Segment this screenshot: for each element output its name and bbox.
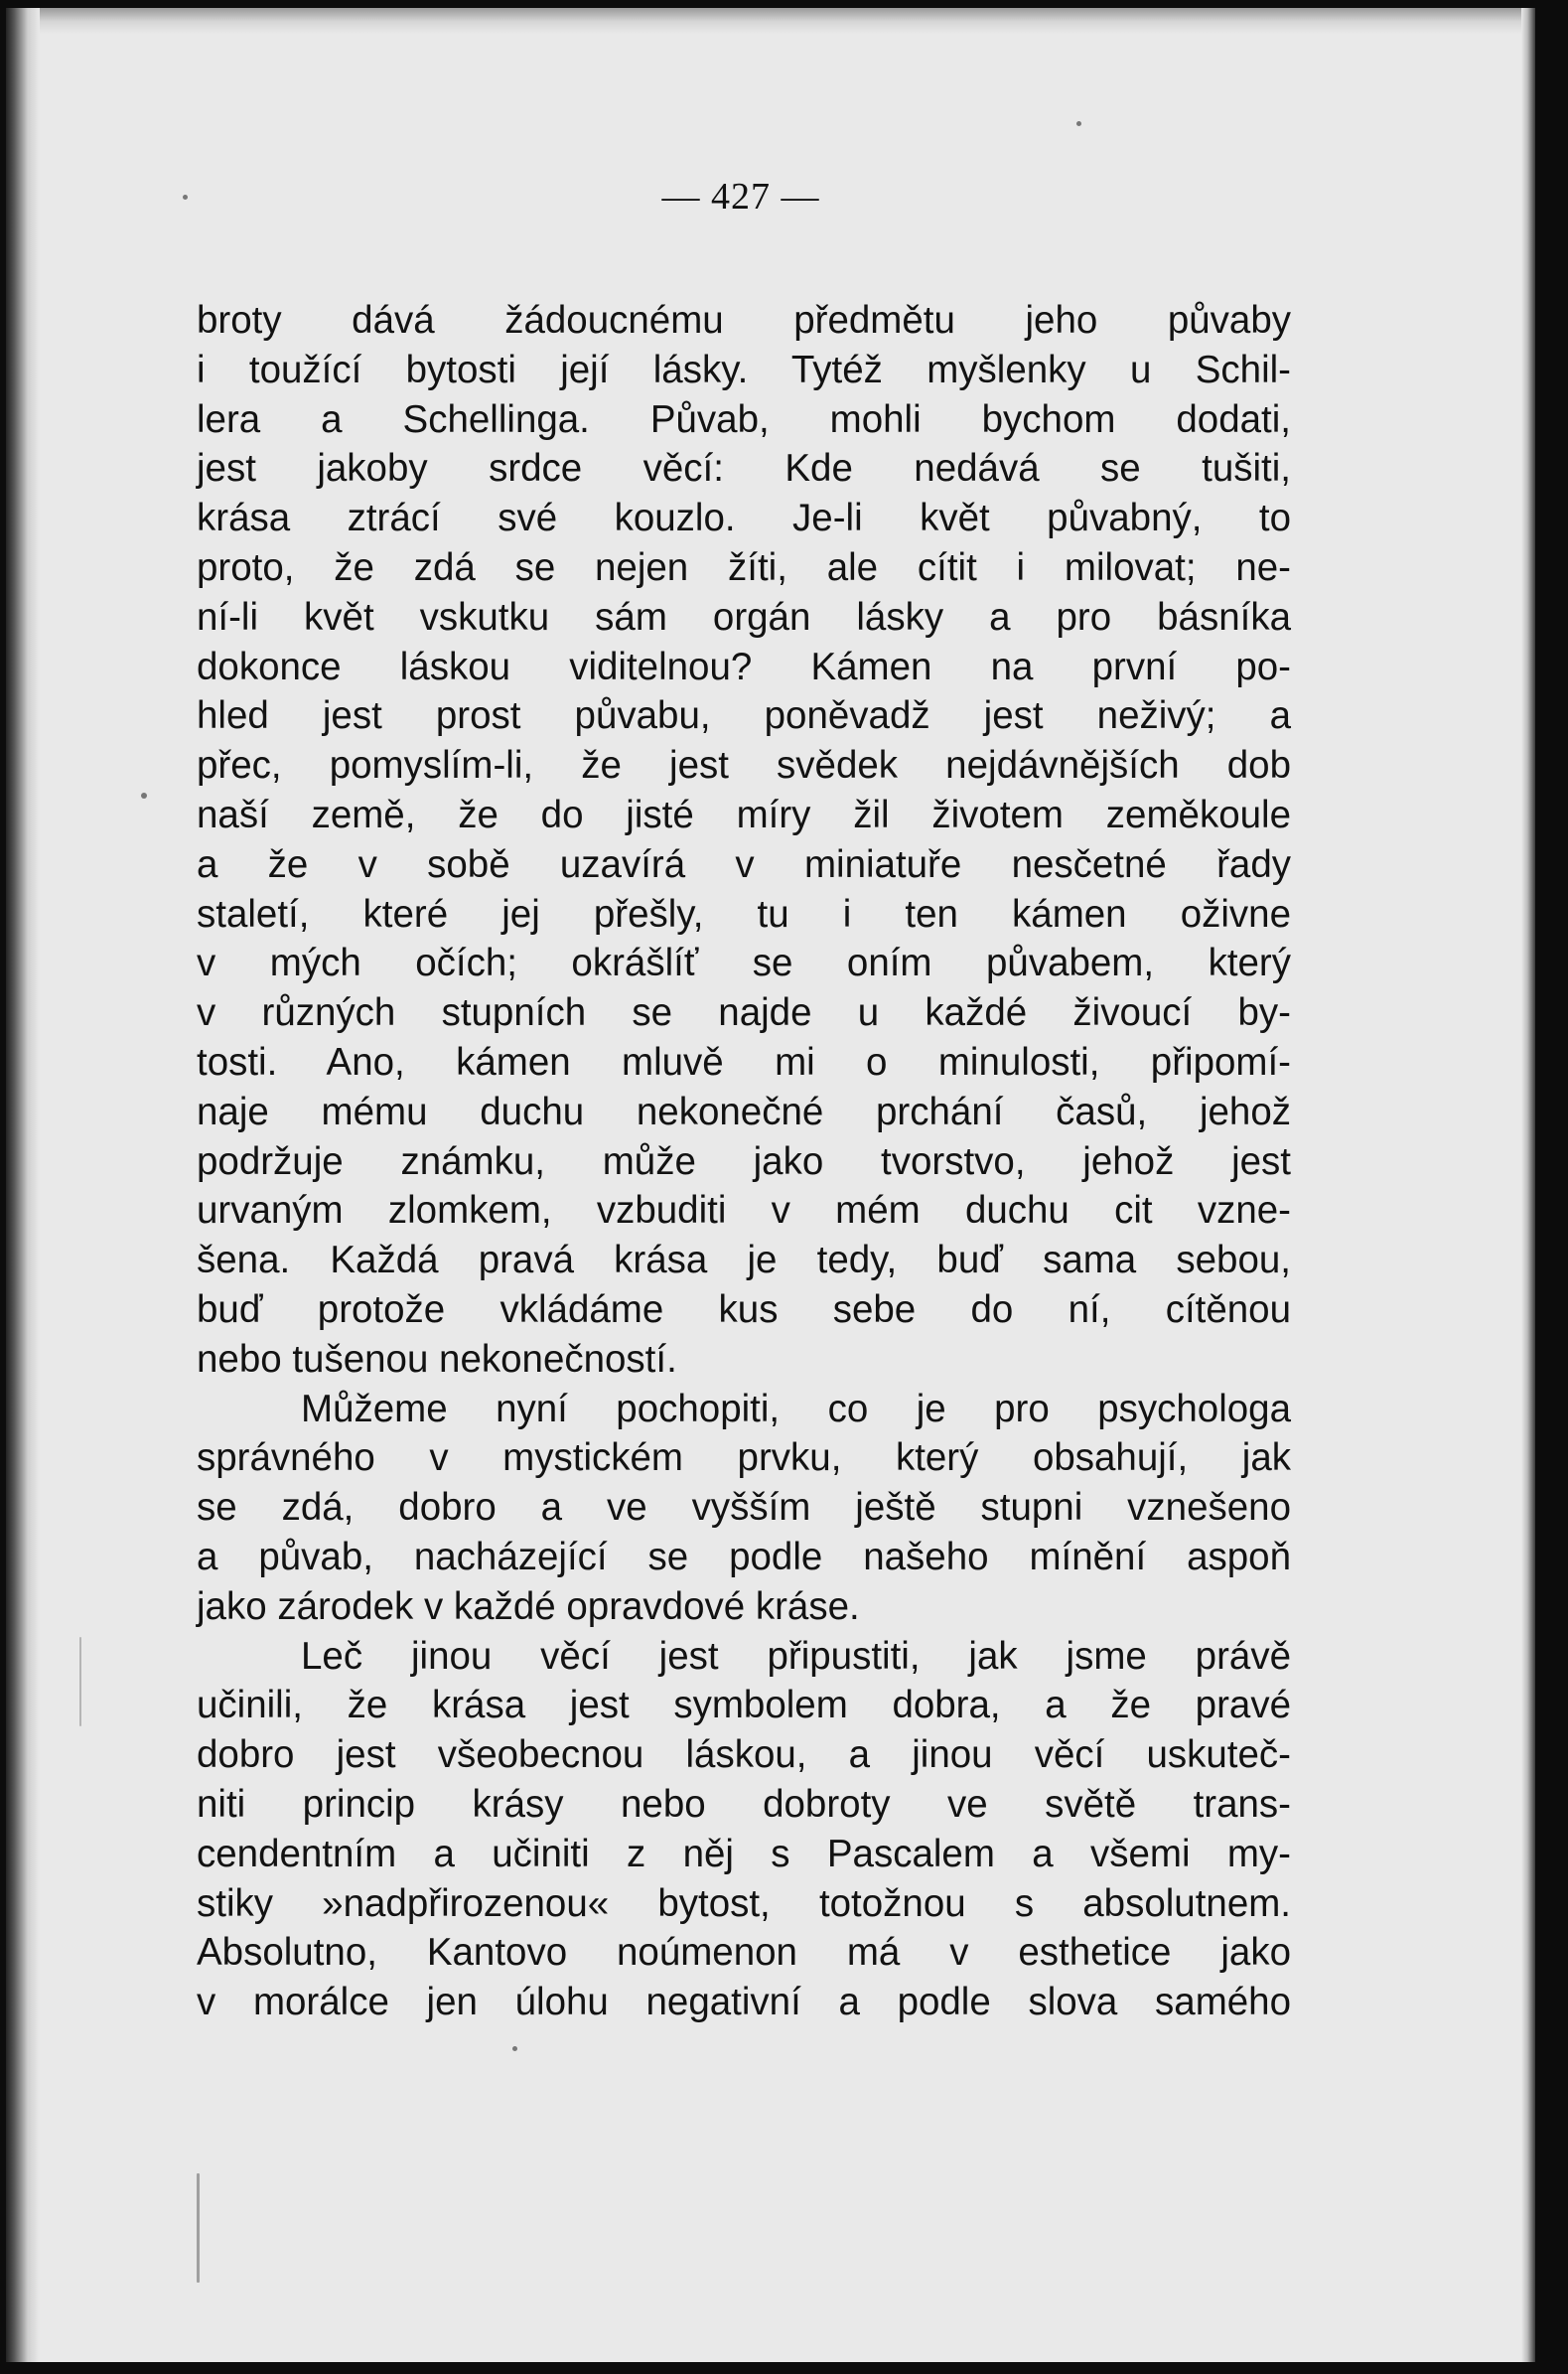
- text-line: broty dává žádoucnému předmětu jeho půvaby: [197, 299, 1291, 342]
- paragraph-start-line: Můžeme nyní pochopiti, co je pro psychologa: [301, 1387, 1291, 1430]
- text-line: naje mému duchu nekonečné prchání časů, jehož: [197, 1090, 1291, 1133]
- text-line: šena. Každá pravá krása je tedy, buď sama sebou,: [197, 1239, 1291, 1282]
- page-number: — 427 —: [661, 176, 820, 218]
- text-line: staletí, které jej přešly, tu i ten kámen oživne: [197, 892, 1291, 936]
- page-top-shadow: [6, 8, 1535, 34]
- paragraph-start-line: Leč jinou věcí jest připustiti, jak jsme právě: [301, 1634, 1291, 1678]
- text-line: a že v sobě uzavírá v miniatuře nesčetné řady: [197, 842, 1291, 886]
- text-line: dobro jest všeobecnou láskou, a jinou věcí uskuteč-: [197, 1733, 1291, 1777]
- text-line: proto, že zdá se nejen žíti, ale cítit i milovat; ne-: [197, 545, 1291, 589]
- text-line: i toužící bytosti její lásky. Tytéž myšlenky u Schil-: [197, 348, 1291, 391]
- text-line: Absolutno, Kantovo noúmenon má v esthetice jako: [197, 1931, 1291, 1975]
- scan-scratch: [197, 2173, 200, 2283]
- text-line: tosti. Ano, kámen mluvě mi o minulosti, připomí-: [197, 1040, 1291, 1084]
- text-line: buď protože vkládáme kus sebe do ní, cítěnou: [197, 1287, 1291, 1331]
- text-line: se zdá, dobro a ve vyšším ještě stupni vznešeno: [197, 1486, 1291, 1530]
- text-line: podržuje známku, může jako tvorstvo, jehož jest: [197, 1139, 1291, 1183]
- text-line: v různých stupních se najde u každé živoucí by-: [197, 991, 1291, 1035]
- text-line: jest jakoby srdce věcí: Kde nedává se tušiti,: [197, 447, 1291, 491]
- text-line: v mých očích; okrášlíť se oním půvabem, který: [197, 942, 1291, 985]
- text-line: cendentním a učiniti z něj s Pascalem a všemi my-: [197, 1832, 1291, 1875]
- text-line: a půvab, nacházející se podle našeho mínění aspoň: [197, 1535, 1291, 1578]
- text-line: přec, pomyslím-li, že jest svědek nejdávnějších dob: [197, 744, 1291, 788]
- text-line: naší země, že do jisté míry žil životem zeměkoule: [197, 793, 1291, 836]
- text-line: ní-li květ vskutku sám orgán lásky a pro básníka: [197, 595, 1291, 639]
- page-right-edge: [1521, 8, 1535, 2362]
- paragraph-end-line: nebo tušenou nekonečností.: [197, 1337, 677, 1381]
- text-line: učinili, že krása jest symbolem dobra, a že pravé: [197, 1684, 1291, 1727]
- body-text: [197, 296, 1291, 2027]
- text-line: urvaným zlomkem, vzbuditi v mém duchu cit vzne-: [197, 1189, 1291, 1233]
- text-line: krása ztrácí své kouzlo. Je-li květ půvabný, to: [197, 497, 1291, 540]
- scan-speck: [512, 2046, 517, 2051]
- text-line: dokonce láskou viditelnou? Kámen na první po-: [197, 645, 1291, 688]
- paragraph-end-line: jako zárodek v každé opravdové kráse.: [197, 1584, 860, 1628]
- scan-speck: [141, 793, 147, 799]
- text-line: stiky »nadpřirozenou« bytost, totožnou s absolutnem.: [197, 1881, 1291, 1925]
- text-line: správného v mystickém prvku, který obsahují, jak: [197, 1436, 1291, 1480]
- text-line: niti princip krásy nebo dobroty ve světě trans-: [197, 1782, 1291, 1826]
- book-page: [6, 8, 1535, 2362]
- page-binding-shadow: [6, 8, 40, 2362]
- scan-scratch: [79, 1637, 81, 1726]
- text-line: v morálce jen úlohu negativní a podle slova samého: [197, 1981, 1291, 2024]
- text-line: lera a Schellinga. Půvab, mohli bychom dodati,: [197, 397, 1291, 441]
- scan-speck: [1076, 121, 1081, 126]
- text-line: hled jest prost půvabu, poněvadž jest neživý; a: [197, 694, 1291, 738]
